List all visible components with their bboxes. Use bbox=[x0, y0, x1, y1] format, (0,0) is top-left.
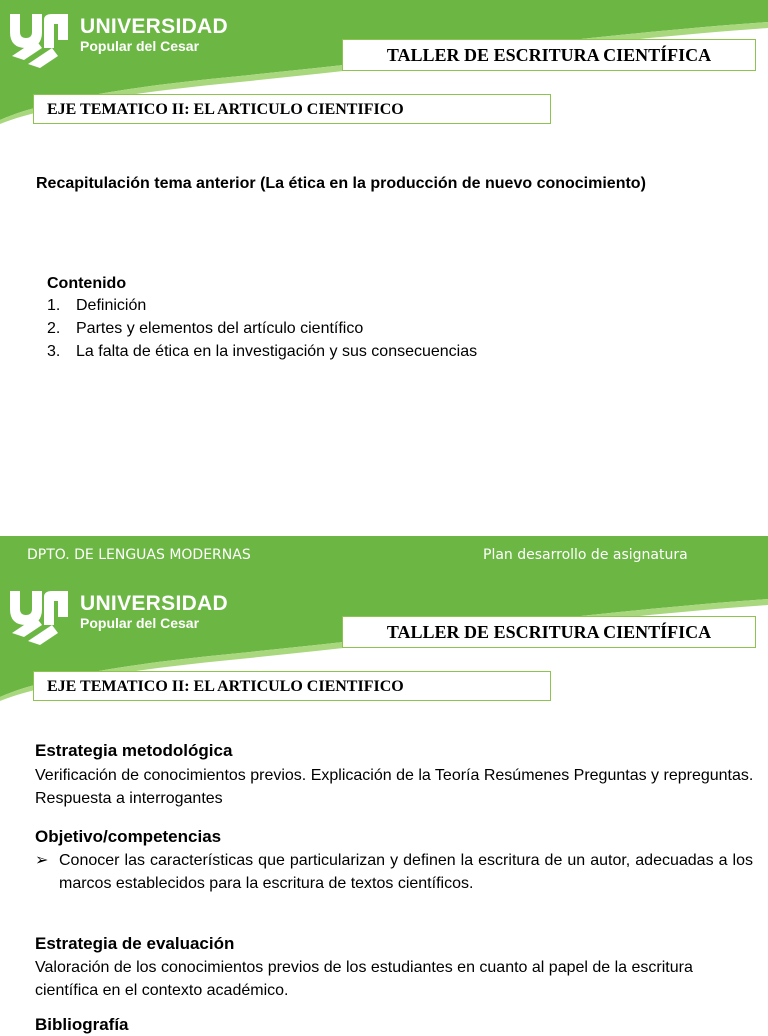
objetivo-heading: Objetivo/competencias bbox=[35, 827, 222, 846]
estrategia-heading: Estrategia metodológica bbox=[35, 741, 233, 760]
course-title-box: TALLER DE ESCRITURA CIENTÍFICA bbox=[342, 616, 756, 648]
university-name: UNIVERSIDAD bbox=[80, 592, 228, 615]
objetivo-text: Conocer las características que particularizan y definen la escritura de un autor, adecuadas a los marcos establecidos para la escritura de textos científicos. bbox=[59, 852, 753, 892]
contenido-heading: Contenido bbox=[47, 275, 127, 292]
course-title-box: TALLER DE ESCRITURA CIENTÍFICA bbox=[342, 39, 756, 71]
bibliografia-heading: Bibliografía bbox=[35, 1015, 129, 1034]
university-logo-icon bbox=[6, 10, 72, 66]
axis-title-box: EJE TEMATICO II: EL ARTICULO CIENTIFICO bbox=[33, 671, 551, 701]
list-item: 1. Definición bbox=[47, 297, 147, 314]
evaluacion-text: Valoración de los conocimientos previos de los estudiantes en cuanto al papel de la escritura científica en el contexto académico. bbox=[35, 959, 693, 999]
recap-heading: Recapitulación tema anterior (La ética en la producción de nuevo conocimiento) bbox=[36, 175, 646, 192]
footer-band bbox=[0, 536, 768, 577]
list-item: 2. Partes y elementos del artículo científico bbox=[47, 320, 364, 337]
footer-plan: Plan desarrollo de asignatura bbox=[483, 547, 688, 563]
university-logo-icon bbox=[6, 587, 72, 643]
slide-2 bbox=[0, 577, 768, 1034]
university-name: UNIVERSIDAD bbox=[80, 15, 228, 38]
university-subtitle: Popular del Cesar bbox=[80, 615, 200, 631]
contenido-list bbox=[47, 294, 477, 363]
arrow-bullet-icon: ➢ bbox=[35, 852, 49, 869]
evaluacion-heading: Estrategia de evaluación bbox=[35, 934, 235, 953]
list-item: 3. La falta de ética en la investigación y sus consecuencias bbox=[47, 343, 478, 360]
axis-title-box: EJE TEMATICO II: EL ARTICULO CIENTIFICO bbox=[33, 94, 551, 124]
footer-department: DPTO. DE LENGUAS MODERNAS bbox=[27, 547, 251, 563]
estrategia-text: Verificación de conocimientos previos. Explicación de la Teoría Resúmenes Preguntas y repreguntas. Respuesta a interrogantes bbox=[35, 767, 754, 807]
university-subtitle: Popular del Cesar bbox=[80, 38, 200, 54]
